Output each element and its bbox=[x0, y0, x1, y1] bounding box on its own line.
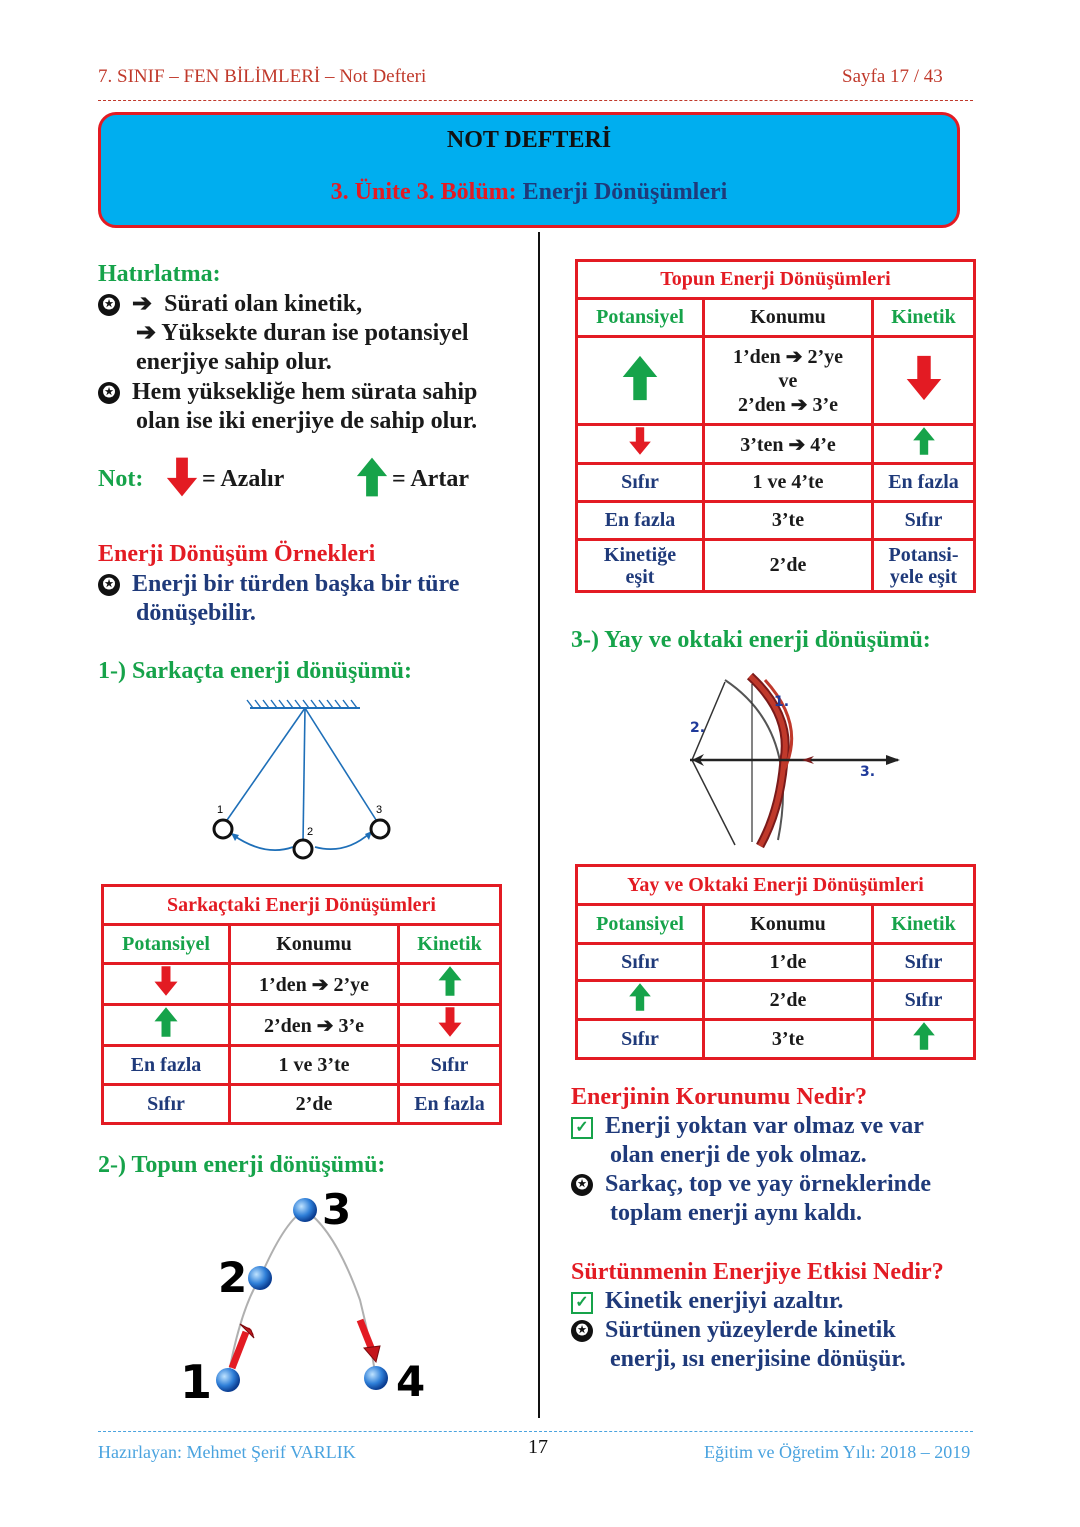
ball-cell-multiline bbox=[577, 540, 704, 592]
bow-table-title: Yay ve Oktaki Enerji Dönüşümleri bbox=[577, 866, 975, 905]
reminder-text-4: Hem yüksekliğe hem sürata sahip bbox=[132, 379, 478, 405]
examples-title: Enerji Dönüşüm Örnekleri bbox=[98, 541, 376, 567]
ball-cell-line: 2’den ➔ 3’e bbox=[737, 393, 839, 416]
ball-header-position: Konumu bbox=[704, 299, 873, 337]
note-increase: = Artar bbox=[392, 466, 469, 492]
ball-cell-multiline bbox=[704, 337, 873, 425]
checkbox-icon: ✓ bbox=[571, 1117, 593, 1139]
ball-cell: En fazla bbox=[873, 464, 975, 502]
banner-subtitle bbox=[101, 179, 957, 206]
arrow-down-icon bbox=[103, 964, 230, 1005]
bow-cell: 1’de bbox=[704, 944, 873, 981]
bow-cell: Sıfır bbox=[577, 944, 704, 981]
ball-cell-line: yele eşit bbox=[889, 565, 958, 588]
pendulum-table-title: Sarkaçtaki Enerji Dönüşümleri bbox=[103, 886, 501, 925]
ball-cell: 2’de bbox=[704, 540, 873, 592]
ball-cell: 3’ten ➔ 4’e bbox=[704, 425, 873, 464]
bow-cell: Sıfır bbox=[873, 981, 975, 1020]
ball-header-kinetic: Kinetik bbox=[873, 299, 975, 337]
bow-arrow-figure bbox=[680, 670, 910, 850]
ball-cell-multiline bbox=[873, 540, 975, 592]
star-icon: ✪ bbox=[98, 574, 120, 596]
page-counter: Sayfa 17 / 43 bbox=[842, 66, 943, 87]
footer-year: Eğitim ve Öğretim Yılı: 2018 – 2019 bbox=[704, 1442, 971, 1462]
ball-cell: En fazla bbox=[577, 502, 704, 540]
ball-title: 2-) Topun enerji dönüşümü: bbox=[98, 1152, 386, 1178]
pendulum-label-1: 1 bbox=[217, 804, 224, 816]
arrow-up-icon bbox=[103, 1005, 230, 1046]
ball-cell: Sıfır bbox=[577, 464, 704, 502]
checkbox-icon: ✓ bbox=[571, 1292, 593, 1314]
reminder-line-1 bbox=[98, 290, 362, 319]
bow-header-potential: Potansiyel bbox=[577, 905, 704, 944]
header-left: 7. SINIF – FEN BİLİMLERİ – Not Defteri bbox=[98, 66, 427, 87]
conservation-text-1: Enerji yoktan var olmaz ve var bbox=[605, 1113, 924, 1139]
pendulum-cell: En fazla bbox=[399, 1085, 501, 1124]
arrow-up-icon bbox=[577, 981, 704, 1020]
pendulum-header-potential: Potansiyel bbox=[103, 925, 230, 964]
star-icon: ✪ bbox=[571, 1320, 593, 1342]
arrow-up-icon bbox=[354, 456, 390, 498]
pendulum-cell: En fazla bbox=[103, 1046, 230, 1085]
pendulum-cell: 2’den ➔ 3’e bbox=[230, 1005, 399, 1046]
pendulum-cell: 2’de bbox=[230, 1085, 399, 1124]
arrow-up-icon bbox=[577, 337, 704, 425]
pendulum-table bbox=[101, 884, 502, 1125]
bow-title: 3-) Yay ve oktaki enerji dönüşümü: bbox=[571, 627, 931, 653]
footer-divider bbox=[98, 1431, 973, 1432]
friction-text-1: Kinetik enerjiyi azaltır. bbox=[605, 1288, 844, 1314]
friction-line-3: enerji, ısı enerjisine dönüşür. bbox=[610, 1346, 906, 1372]
bow-label-3: 3. bbox=[860, 764, 876, 780]
arrow-down-icon bbox=[164, 456, 200, 498]
friction-line-2 bbox=[571, 1316, 896, 1345]
reminder-line-5: olan ise iki enerjiye de sahip olur. bbox=[136, 408, 478, 434]
note-label: Not: bbox=[98, 466, 144, 492]
examples-line-2: dönüşebilir. bbox=[136, 600, 256, 626]
bow-header-position: Konumu bbox=[704, 905, 873, 944]
friction-title: Sürtünmenin Enerjiye Etkisi Nedir? bbox=[571, 1259, 944, 1285]
conservation-line-2: olan enerji de yok olmaz. bbox=[610, 1142, 867, 1168]
conservation-title: Enerjinin Korunumu Nedir? bbox=[571, 1084, 868, 1110]
header-divider bbox=[98, 100, 973, 101]
pendulum-cell: 1 ve 3’te bbox=[230, 1046, 399, 1085]
reminder-line-4 bbox=[98, 378, 477, 407]
star-icon: ✪ bbox=[98, 294, 120, 316]
banner-unit: 3. Ünite 3. Bölüm: bbox=[330, 179, 517, 205]
bow-cell: 2’de bbox=[704, 981, 873, 1020]
bow-cell: 3’te bbox=[704, 1020, 873, 1059]
bow-label-2: 2. bbox=[690, 720, 706, 736]
footer-author: Hazırlayan: Mehmet Şerif VARLIK bbox=[98, 1442, 356, 1462]
ball-cell-line: ve bbox=[778, 369, 798, 392]
ball-table-title: Topun Enerji Dönüşümleri bbox=[577, 261, 975, 299]
conservation-line-4: toplam enerji aynı kaldı. bbox=[610, 1200, 863, 1226]
note-decrease: = Azalır bbox=[202, 466, 285, 492]
reminder-line-3: enerjiye sahip olur. bbox=[136, 349, 332, 375]
star-icon: ✪ bbox=[571, 1174, 593, 1196]
friction-text-2: Sürtünen yüzeylerde kinetik bbox=[605, 1317, 896, 1343]
ball-label-4: 4 bbox=[396, 1357, 426, 1406]
bow-label-1: 1. bbox=[774, 694, 790, 710]
pendulum-cell: Sıfır bbox=[399, 1046, 501, 1085]
ball-label-1: 1 bbox=[180, 1355, 213, 1409]
conservation-text-3: Sarkaç, top ve yay örneklerinde bbox=[605, 1171, 931, 1197]
arrow-down-icon bbox=[873, 337, 975, 425]
reminder-text-2: Yüksekte duran ise potansiyel bbox=[161, 320, 469, 346]
ball-header-potential: Potansiyel bbox=[577, 299, 704, 337]
arrow-up-icon bbox=[399, 964, 501, 1005]
star-icon: ✪ bbox=[98, 382, 120, 404]
friction-line-1 bbox=[571, 1287, 843, 1316]
ball-cell: 1 ve 4’te bbox=[704, 464, 873, 502]
pendulum-label-3: 3 bbox=[376, 804, 383, 816]
arrow-right-icon: ➔ bbox=[136, 320, 157, 346]
ball-cell: 3’te bbox=[704, 502, 873, 540]
ball-trajectory-figure bbox=[170, 1180, 430, 1410]
ball-cell-line: eşit bbox=[625, 565, 655, 588]
column-divider bbox=[538, 232, 540, 1418]
ball-cell-line: Potansi- bbox=[888, 543, 959, 566]
pendulum-title: 1-) Sarkaçta enerji dönüşümü: bbox=[98, 658, 413, 684]
pendulum-figure bbox=[205, 695, 405, 865]
arrow-down-icon bbox=[399, 1005, 501, 1046]
ball-label-2: 2 bbox=[218, 1253, 248, 1302]
arrow-right-icon: ➔ bbox=[132, 291, 153, 317]
ball-label-3: 3 bbox=[322, 1185, 352, 1234]
ball-cell: Sıfır bbox=[873, 502, 975, 540]
examples-line-1 bbox=[98, 570, 459, 599]
examples-text-1: Enerji bir türden başka bir türe bbox=[132, 571, 460, 597]
ball-table bbox=[575, 259, 976, 593]
bow-table bbox=[575, 864, 976, 1060]
reminder-title: Hatırlatma: bbox=[98, 261, 221, 287]
ball-cell-line: Kinetiğe bbox=[603, 543, 677, 566]
pendulum-header-position: Konumu bbox=[230, 925, 399, 964]
bow-header-kinetic: Kinetik bbox=[873, 905, 975, 944]
reminder-line-2 bbox=[136, 319, 469, 348]
arrow-up-icon bbox=[873, 1020, 975, 1059]
footer-page-number: 17 bbox=[528, 1436, 548, 1458]
reminder-text-1: Sürati olan kinetik, bbox=[164, 291, 363, 317]
banner-title: NOT DEFTERİ bbox=[446, 127, 612, 153]
arrow-down-icon bbox=[577, 425, 704, 464]
ball-cell-line: 1’den ➔ 2’ye bbox=[732, 345, 844, 368]
pendulum-label-2: 2 bbox=[307, 826, 314, 838]
pendulum-cell: Sıfır bbox=[103, 1085, 230, 1124]
conservation-line-3 bbox=[571, 1170, 931, 1199]
arrow-up-icon bbox=[873, 425, 975, 464]
bow-cell: Sıfır bbox=[873, 944, 975, 981]
bow-cell: Sıfır bbox=[577, 1020, 704, 1059]
pendulum-header-kinetic: Kinetik bbox=[399, 925, 501, 964]
conservation-line-1 bbox=[571, 1112, 924, 1141]
title-banner bbox=[98, 112, 960, 228]
banner-topic: Enerji Dönüşümleri bbox=[522, 179, 728, 205]
pendulum-cell: 1’den ➔ 2’ye bbox=[230, 964, 399, 1005]
